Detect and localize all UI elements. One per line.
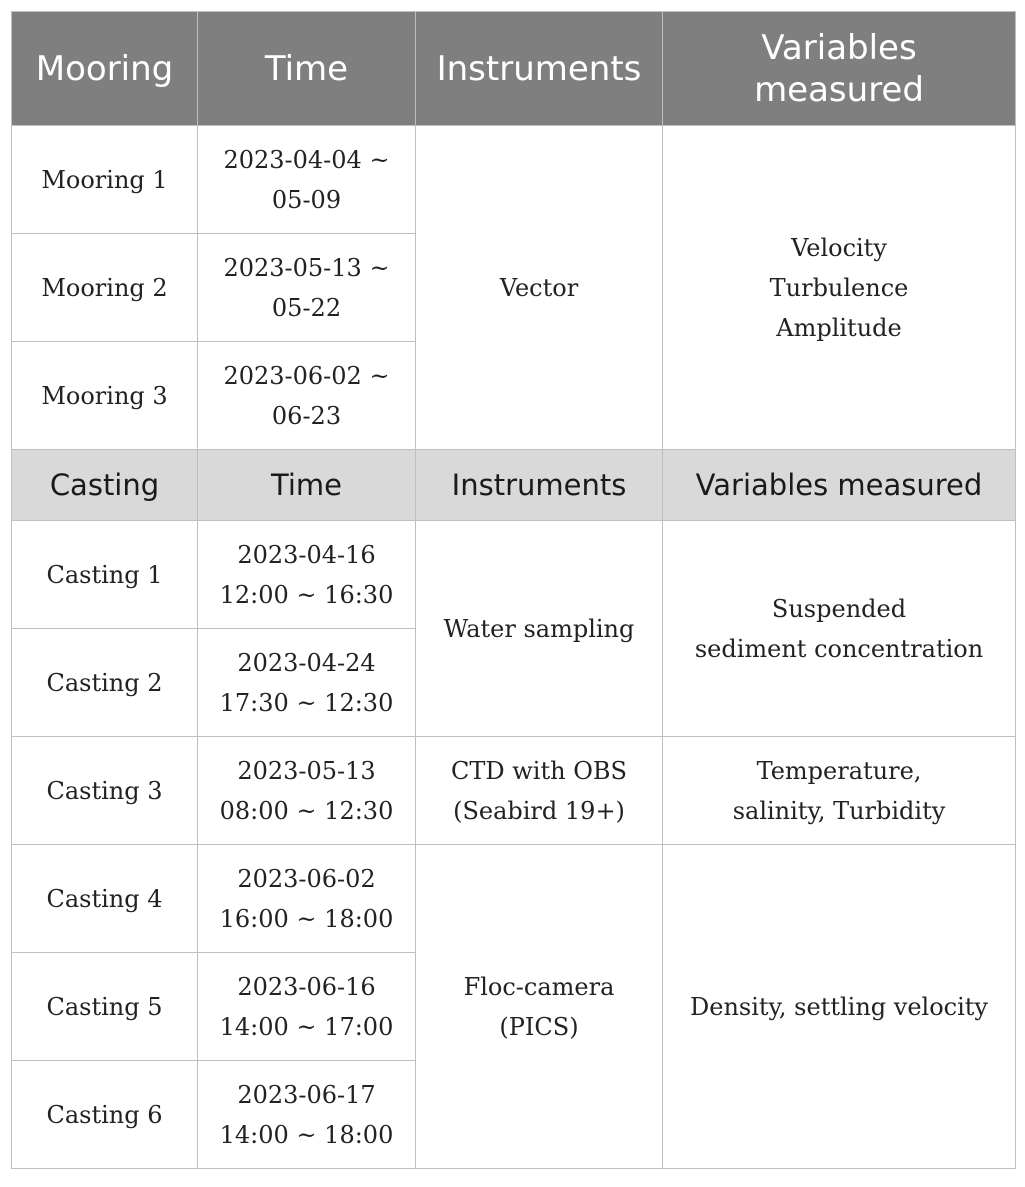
casting-name: Casting 2 xyxy=(12,629,198,737)
mooring-time: 2023-04-04 ~ 05-09 xyxy=(198,126,416,234)
casting-header-row xyxy=(12,450,1016,521)
mooring-name: Mooring 1 xyxy=(12,126,198,234)
table-row xyxy=(12,126,1016,234)
header-instruments: Instruments xyxy=(416,450,663,521)
mooring-header-row xyxy=(12,12,1016,126)
mooring-variables: Velocity Turbulence Amplitude xyxy=(663,126,1016,450)
header-time: Time xyxy=(198,450,416,521)
casting-time: 2023-04-24 17:30 ~ 12:30 xyxy=(198,629,416,737)
casting-instrument: CTD with OBS (Seabird 19+) xyxy=(416,737,663,845)
casting-time: 2023-05-13 08:00 ~ 12:30 xyxy=(198,737,416,845)
header-instruments: Instruments xyxy=(416,12,663,126)
mooring-name: Mooring 3 xyxy=(12,342,198,450)
casting-name: Casting 5 xyxy=(12,953,198,1061)
table-row xyxy=(12,521,1016,629)
header-variables: Variables measured xyxy=(663,450,1016,521)
header-time: Time xyxy=(198,12,416,126)
header-casting: Casting xyxy=(12,450,198,521)
mooring-name: Mooring 2 xyxy=(12,234,198,342)
casting-time: 2023-06-02 16:00 ~ 18:00 xyxy=(198,845,416,953)
casting-variables: Temperature, salinity, Turbidity xyxy=(663,737,1016,845)
table-row xyxy=(12,845,1016,953)
table-row xyxy=(12,737,1016,845)
mooring-time: 2023-05-13 ~ 05-22 xyxy=(198,234,416,342)
header-variables: Variables measured xyxy=(663,12,1016,126)
mooring-time: 2023-06-02 ~ 06-23 xyxy=(198,342,416,450)
mooring-instrument: Vector xyxy=(416,126,663,450)
casting-variables: Density, settling velocity xyxy=(663,845,1016,1169)
casting-name: Casting 6 xyxy=(12,1061,198,1169)
casting-instrument: Water sampling xyxy=(416,521,663,737)
casting-name: Casting 1 xyxy=(12,521,198,629)
casting-instrument: Floc-camera (PICS) xyxy=(416,845,663,1169)
casting-variables: Suspended sediment concentration xyxy=(663,521,1016,737)
header-mooring: Mooring xyxy=(12,12,198,126)
casting-name: Casting 4 xyxy=(12,845,198,953)
data-table xyxy=(11,11,1016,1169)
casting-time: 2023-06-17 14:00 ~ 18:00 xyxy=(198,1061,416,1169)
casting-time: 2023-04-16 12:00 ~ 16:30 xyxy=(198,521,416,629)
casting-name: Casting 3 xyxy=(12,737,198,845)
casting-time: 2023-06-16 14:00 ~ 17:00 xyxy=(198,953,416,1061)
